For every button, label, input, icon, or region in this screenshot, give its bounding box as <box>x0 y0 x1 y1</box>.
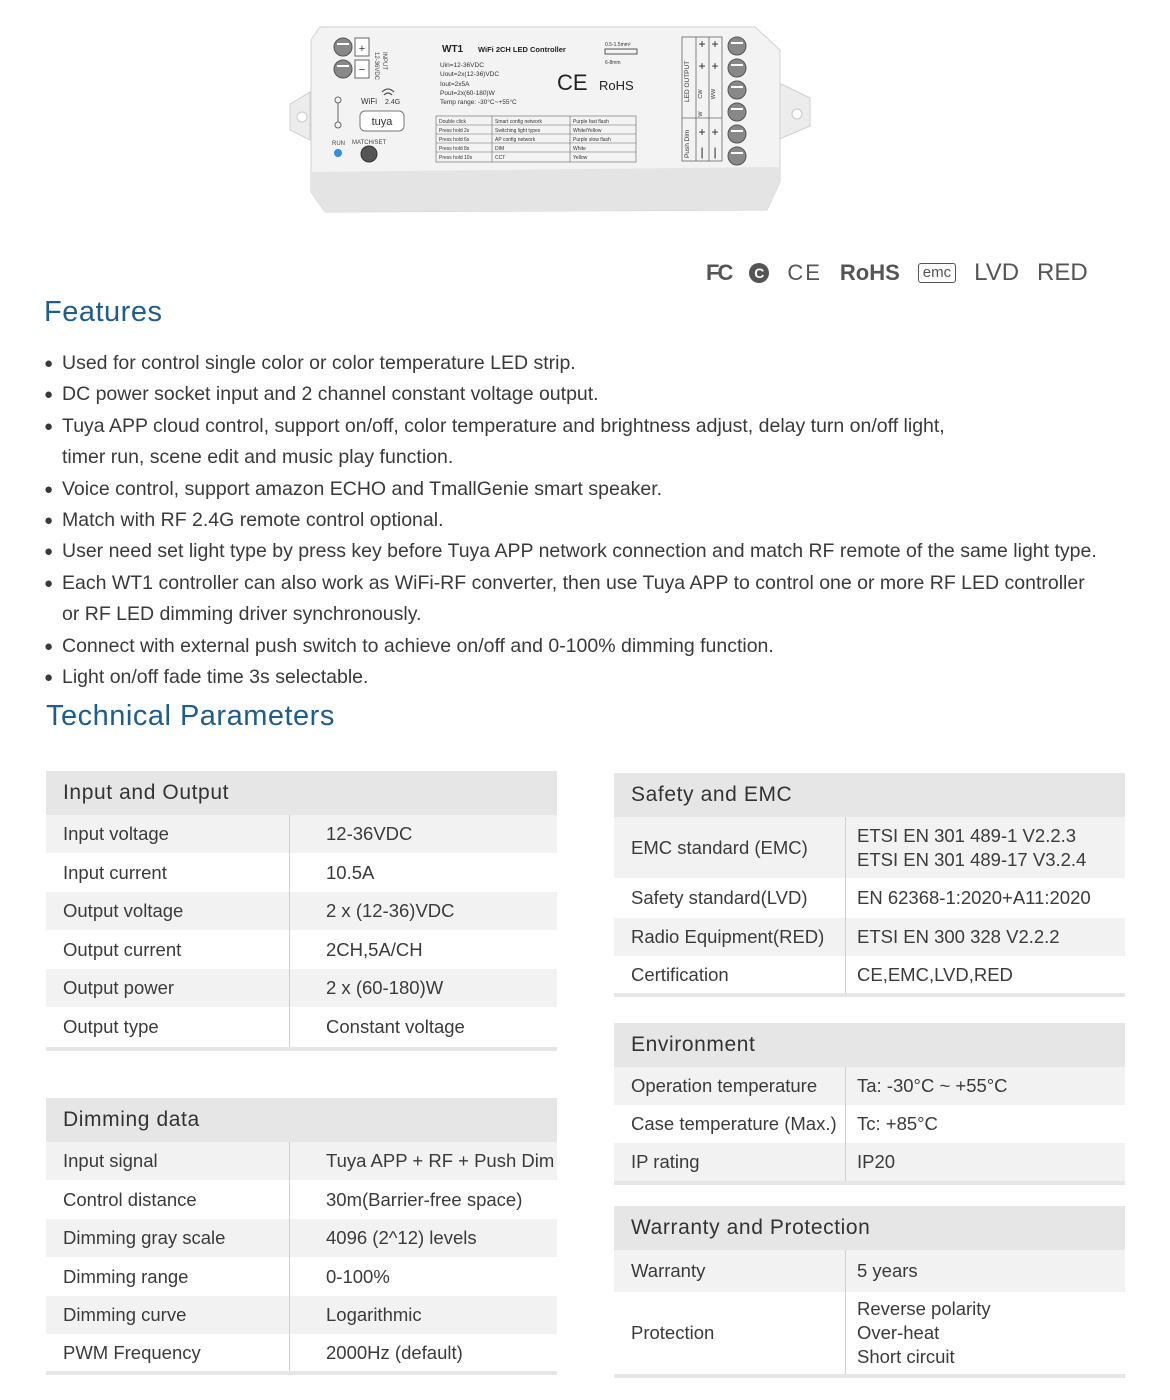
bullet-icon: ● <box>44 417 54 435</box>
svg-text:+: + <box>711 37 719 51</box>
ops-cell: Purple slow flash <box>573 137 611 143</box>
rohs-logo-icon: RoHS <box>839 260 900 285</box>
ops-cell: Press hold 6s <box>439 137 470 143</box>
feature-item: ● User need set light type by press key before Tuya APP network connection and match RF remote of the same light type. <box>44 536 1154 567</box>
table-row: Dimming range 0-100% <box>46 1257 557 1296</box>
ccc-logo-icon: C <box>749 263 769 283</box>
device-ce-mark: CE <box>557 70 588 95</box>
bullet-icon: ● <box>44 355 54 372</box>
device-wifi-label: WiFi <box>361 97 377 106</box>
table-row: EMC standard (EMC) ETSI EN 301 489-1 V2.2.3 ETSI EN 301 489-17 V3.2.4 <box>614 817 1125 878</box>
table-row: Dimming curve Logarithmic <box>46 1296 557 1334</box>
run-led <box>334 149 342 157</box>
device-wifi-band: 2.4G <box>385 99 401 106</box>
emc-logo-icon: emc <box>918 263 956 283</box>
table-row: Protection Reverse polarity Over-heat Short circuit <box>614 1292 1125 1374</box>
table-row: Operation temperature Ta: -30°C ~ +55°C <box>614 1067 1125 1105</box>
bullet-icon: ● <box>44 637 54 655</box>
table-row: Certification CE,EMC,LVD,RED <box>614 956 1125 993</box>
environment-table <box>614 1023 1125 1185</box>
ops-cell: Double click <box>439 119 466 125</box>
feature-item: ● Connect with external push switch to achieve on/off and 0-100% dimming function. <box>44 631 1154 662</box>
svg-text:+: + <box>698 125 706 139</box>
ops-cell: Switching light types <box>495 128 541 134</box>
feature-item: ● Used for control single color or color temperature LED strip. <box>44 348 1154 379</box>
svg-text:|: | <box>700 145 704 159</box>
ops-cell: Purple fast flash <box>573 119 609 125</box>
table-row: Output type Constant voltage <box>46 1007 557 1047</box>
ops-cell: CCT <box>495 155 506 161</box>
table-row: IP rating IP20 <box>614 1143 1125 1181</box>
input-output-table <box>46 771 557 1051</box>
feature-item: ● Voice control, support amazon ECHO and TmallGenie smart speaker. <box>44 474 1154 505</box>
table-row: Case temperature (Max.) Tc: +85°C <box>614 1105 1125 1143</box>
table-title: Environment <box>614 1023 1125 1067</box>
bullet-icon: ● <box>44 669 54 687</box>
device-spec: Pout=2x(60-180)W <box>440 90 495 97</box>
ops-cell: Yellow <box>573 155 588 161</box>
feature-item: ● Match with RF 2.4G remote control optional. <box>44 505 1154 536</box>
table-title: Warranty and Protection <box>614 1206 1125 1250</box>
device-name: WiFi 2CH LED Controller <box>478 45 566 54</box>
bullet-icon: ● <box>44 512 54 530</box>
device-input-label: INPUT <box>381 52 387 70</box>
device-match-label: MATCH/SET <box>352 140 387 146</box>
table-row: Dimming gray scale 4096 (2^12) levels <box>46 1219 557 1257</box>
output-pin: W <box>698 111 704 117</box>
device-spec: Temp range: -30°C~+55°C <box>440 99 517 106</box>
safety-emc-table <box>614 773 1125 997</box>
feature-item: ● Light on/off fade time 3s selectable. <box>44 662 1154 693</box>
certification-logos <box>706 258 1088 288</box>
device-push-dim-label: Push Dim <box>684 129 691 158</box>
ops-cell: White <box>573 146 586 152</box>
features-list <box>44 348 1154 693</box>
device-strip-length: 6-8mm <box>605 60 621 66</box>
feature-item: ● DC power socket input and 2 channel constant voltage output. <box>44 379 1154 410</box>
match-set-button <box>361 146 377 162</box>
device-wire-range: 0.5-1.5mm² <box>605 42 631 48</box>
device-rohs-mark: RoHS <box>599 78 634 93</box>
device-input-voltage: 12-36VDC <box>373 52 379 81</box>
table-row: Safety standard(LVD) EN 62368-1:2020+A11:2020 <box>614 878 1125 918</box>
red-logo-icon: RED <box>1037 259 1088 286</box>
tuya-logo: tuya <box>371 116 393 128</box>
device-image <box>285 22 815 217</box>
table-title: Safety and EMC <box>614 773 1125 817</box>
device-spec: Uout=2x(12-36)VDC <box>440 71 500 78</box>
table-title: Dimming data <box>46 1098 557 1142</box>
svg-text:−: − <box>358 64 366 76</box>
output-pin: WW <box>711 88 717 100</box>
device-output-label: LED OUTPUT <box>684 60 691 102</box>
table-title: Input and Output <box>46 771 557 815</box>
device-run-label: RUN <box>332 141 345 147</box>
device-spec: Uin=12-36VDC <box>440 62 484 69</box>
svg-text:+: + <box>711 125 719 139</box>
ops-cell: DIM <box>495 146 505 152</box>
svg-text:+: + <box>698 37 706 51</box>
fc-logo-icon: FC <box>706 260 732 285</box>
svg-text:+: + <box>698 59 706 73</box>
ops-cell: Press hold 2s <box>439 128 470 134</box>
table-row: Input voltage 12-36VDC <box>46 815 557 853</box>
table-row: Warranty 5 years <box>614 1250 1125 1292</box>
table-row: Radio Equipment(RED) ETSI EN 300 328 V2.2.2 <box>614 918 1125 956</box>
bullet-icon: ● <box>44 480 54 498</box>
svg-text:+: + <box>358 43 366 55</box>
svg-text:|: | <box>713 145 717 159</box>
table-row: Output power 2 x (60-180)W <box>46 969 557 1007</box>
table-row: Output voltage 2 x (12-36)VDC <box>46 892 557 930</box>
lvd-logo-icon: LVD <box>974 259 1020 286</box>
warranty-protection-table <box>614 1206 1125 1378</box>
bullet-icon: ● <box>44 574 54 592</box>
output-pin: CW <box>698 89 704 99</box>
table-row: Input signal Tuya APP + RF + Push Dim <box>46 1142 557 1180</box>
dimming-data-table <box>46 1098 557 1375</box>
device-spec: Iout=2x5A <box>440 81 470 88</box>
table-row: PWM Frequency 2000Hz (default) <box>46 1334 557 1371</box>
ops-cell: Press hold 8s <box>439 146 470 152</box>
device-model: WT1 <box>442 44 464 55</box>
ops-cell: AP config network <box>495 137 536 143</box>
table-row: Control distance 30m(Barrier-free space) <box>46 1180 557 1219</box>
ce-logo-icon: CE <box>787 260 822 285</box>
table-row: Output current 2CH,5A/CH <box>46 930 557 969</box>
bullet-icon: ● <box>44 543 54 561</box>
table-row: Input current 10.5A <box>46 853 557 892</box>
ops-cell: White/Yellow <box>573 128 602 134</box>
feature-item: ● Tuya APP cloud control, support on/off, color temperature and brightness adjust, delay turn on/off light, timer run, scene edit and music play function. <box>44 411 1154 474</box>
ops-cell: Press hold 10s <box>439 155 473 161</box>
bullet-icon: ● <box>44 386 54 404</box>
technical-parameters-heading: Technical Parameters <box>46 700 335 732</box>
feature-item: ● Each WT1 controller can also work as WiFi-RF converter, then use Tuya APP to control one or more RF LED controller or RF LED dimming driver synchronously. <box>44 568 1154 631</box>
svg-text:+: + <box>711 59 719 73</box>
features-heading: Features <box>44 296 163 328</box>
ops-cell: Smart config network <box>495 119 542 125</box>
